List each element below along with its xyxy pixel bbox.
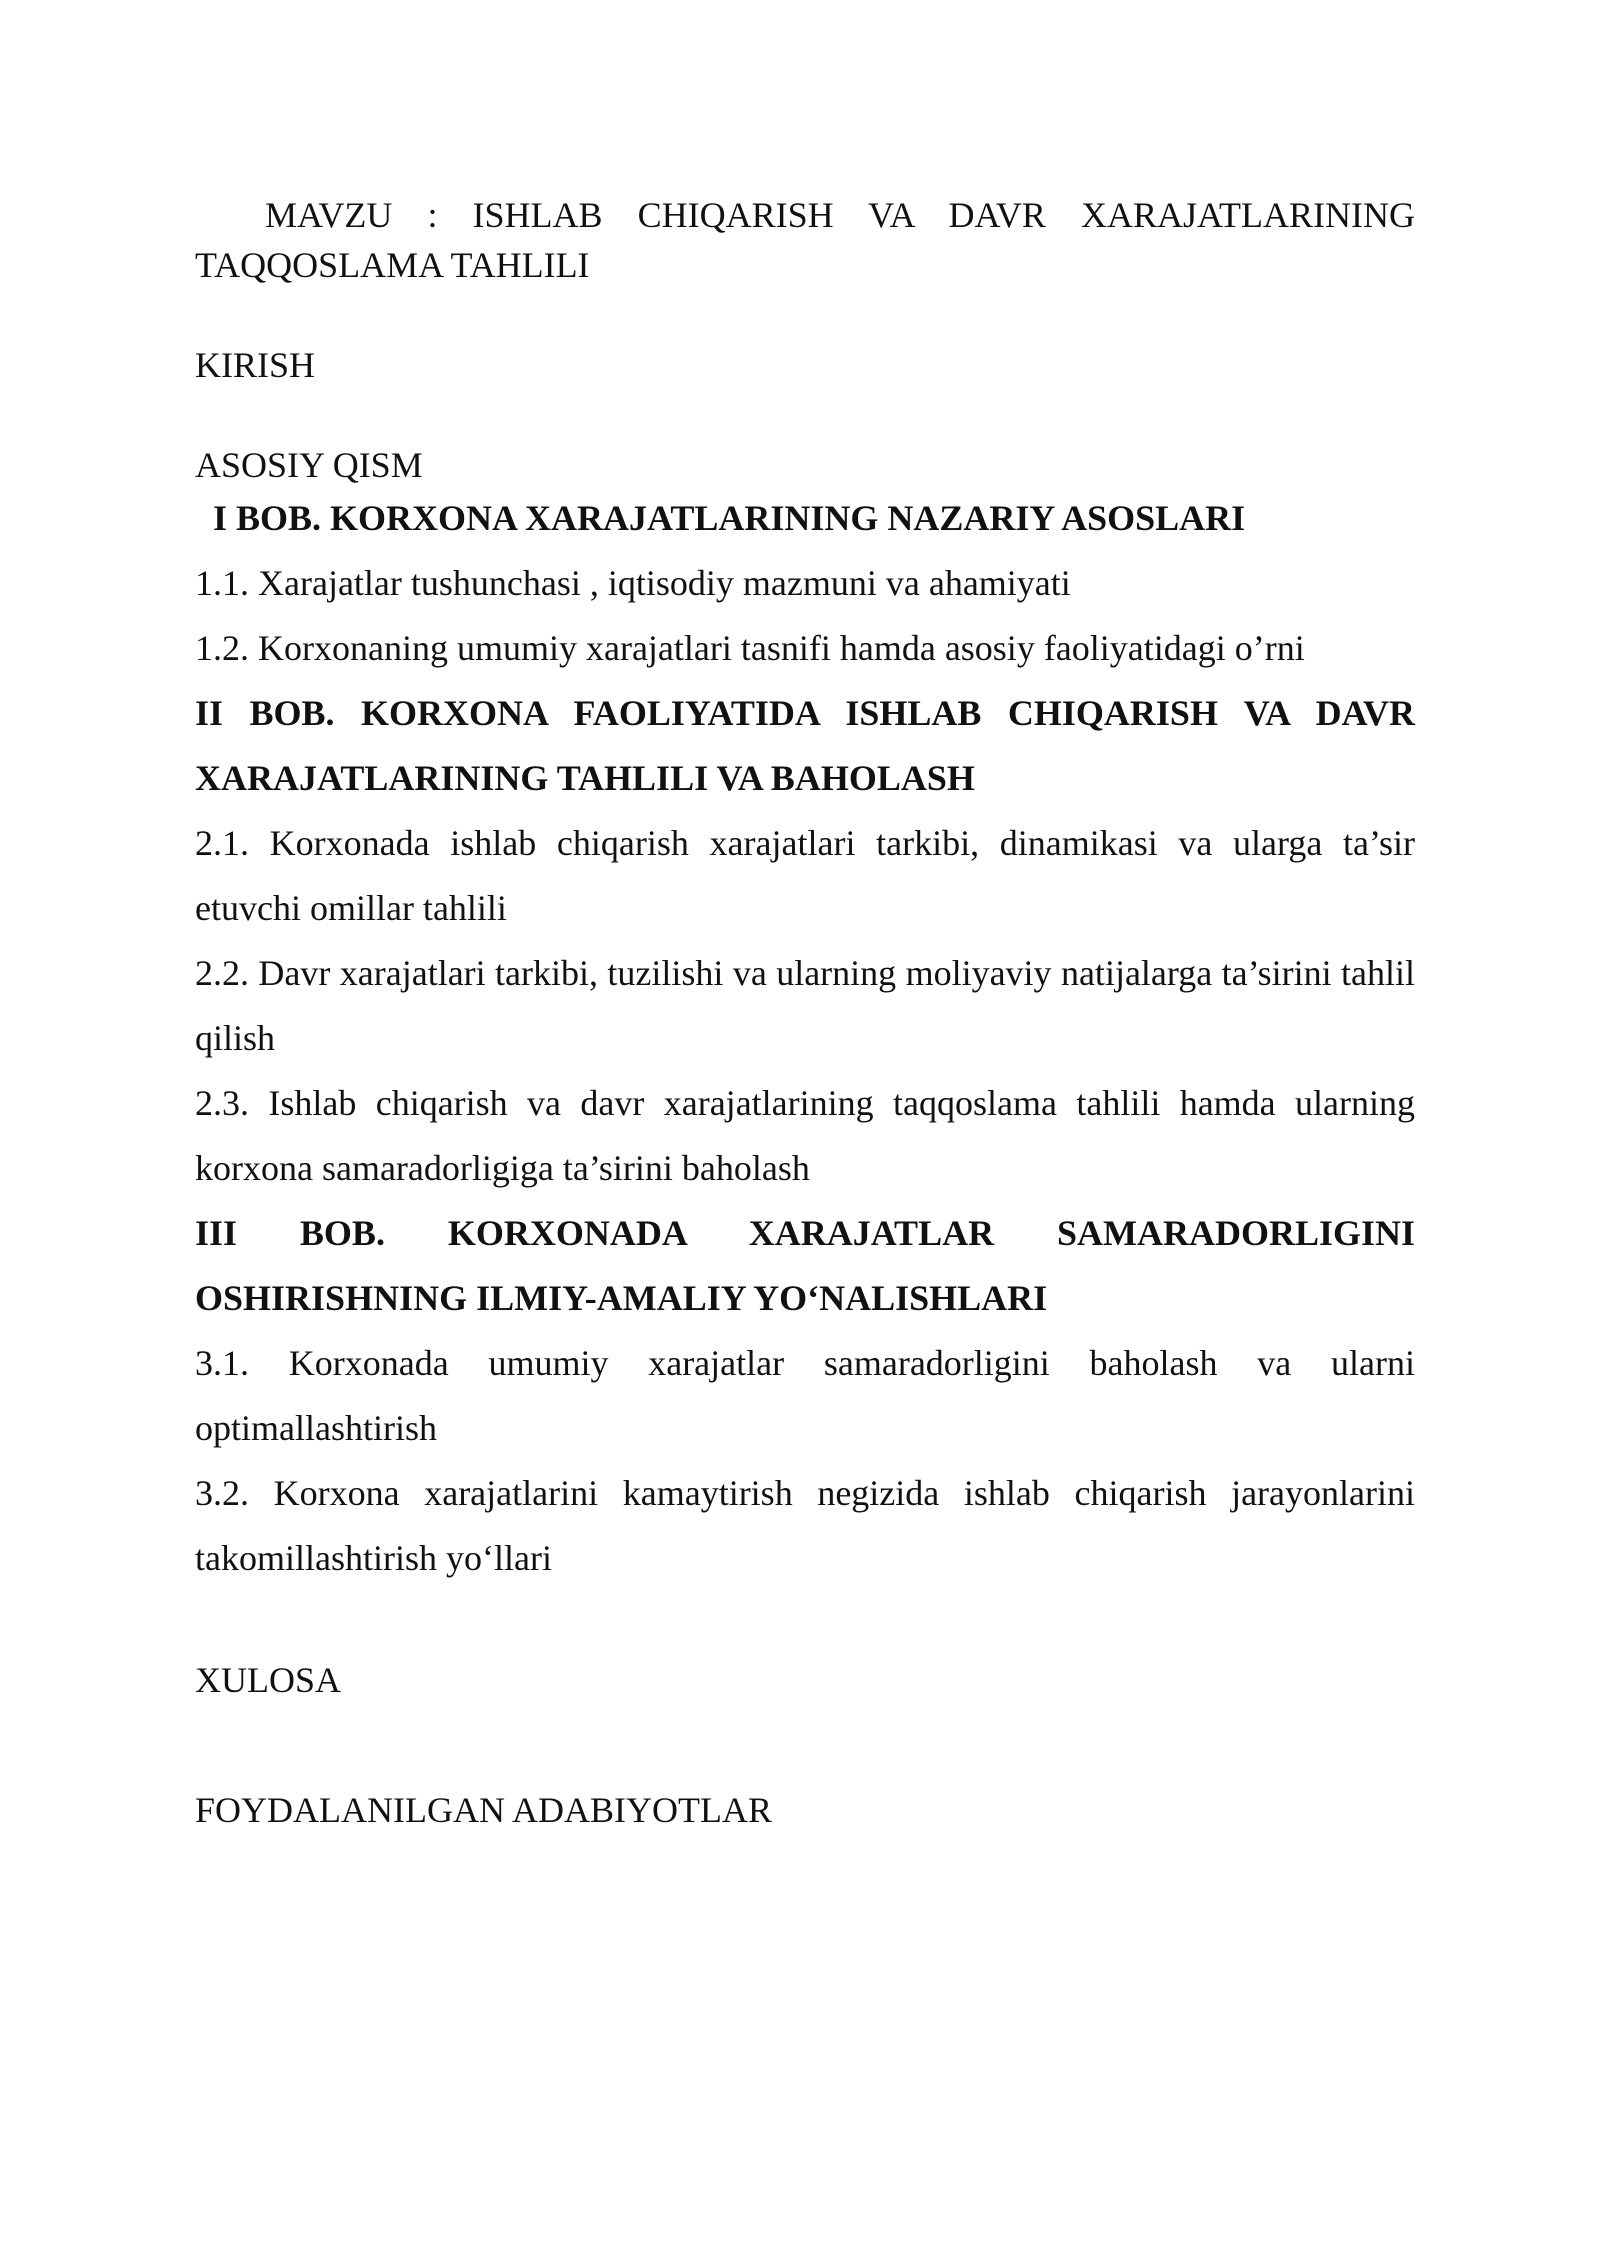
section-conclusion: XULOSA: [195, 1660, 342, 1700]
document-title: MAVZU : ISHLAB CHIQARISH VA DAVR XARAJATLARINING TAQQOSLAMA TAHLILI: [195, 195, 1415, 285]
section-main-part: ASOSIY QISM: [195, 445, 423, 485]
chapter-3-item-2: 3.2. Korxona xarajatlarini kamaytirish negizida ishlab chiqarish jarayonlarini takomillashtirish yo‘llari: [195, 1473, 1415, 1578]
chapter-2-heading: II BOB. KORXONA FAOLIYATIDA ISHLAB CHIQARISH VA DAVR XARAJATLARINING TAHLILI VA BAHOLASH: [195, 693, 1415, 798]
chapter-1-item-1: 1.1. Xarajatlar tushunchasi , iqtisodiy mazmuni va ahamiyati: [195, 563, 1071, 603]
chapter-1-item-2: 1.2. Korxonaning umumiy xarajatlari tasnifi hamda asosiy faoliyatidagi o’rni: [195, 628, 1305, 668]
chapter-3-item-1: 3.1. Korxonada umumiy xarajatlar samaradorligini baholash va ularni optimallashtirish: [195, 1343, 1415, 1448]
section-references: FOYDALANILGAN ADABIYOTLAR: [195, 1790, 772, 1830]
chapter-2-item-1: 2.1. Korxonada ishlab chiqarish xarajatlari tarkibi, dinamikasi va ularga ta’sir etuvchi omillar tahlili: [195, 823, 1415, 928]
chapter-2-item-3: 2.3. Ishlab chiqarish va davr xarajatlarining taqqoslama tahlili hamda ularning korxona samaradorligiga ta’sirini baholash: [195, 1083, 1415, 1188]
document-content: [195, 190, 1415, 1835]
chapter-2-item-2: 2.2. Davr xarajatlari tarkibi, tuzilishi va ularning moliyaviy natijalarga ta’sirini tahlil qilish: [195, 953, 1415, 1058]
chapter-1-heading: I BOB. KORXONA XARAJATLARINING NAZARIY ASOSLARI: [213, 498, 1246, 538]
section-intro: KIRISH: [195, 345, 316, 385]
chapter-3-heading: III BOB. KORXONADA XARAJATLAR SAMARADORLIGINI OSHIRISHNING ILMIY-AMALIY YO‘NALISHLARI: [195, 1213, 1415, 1318]
